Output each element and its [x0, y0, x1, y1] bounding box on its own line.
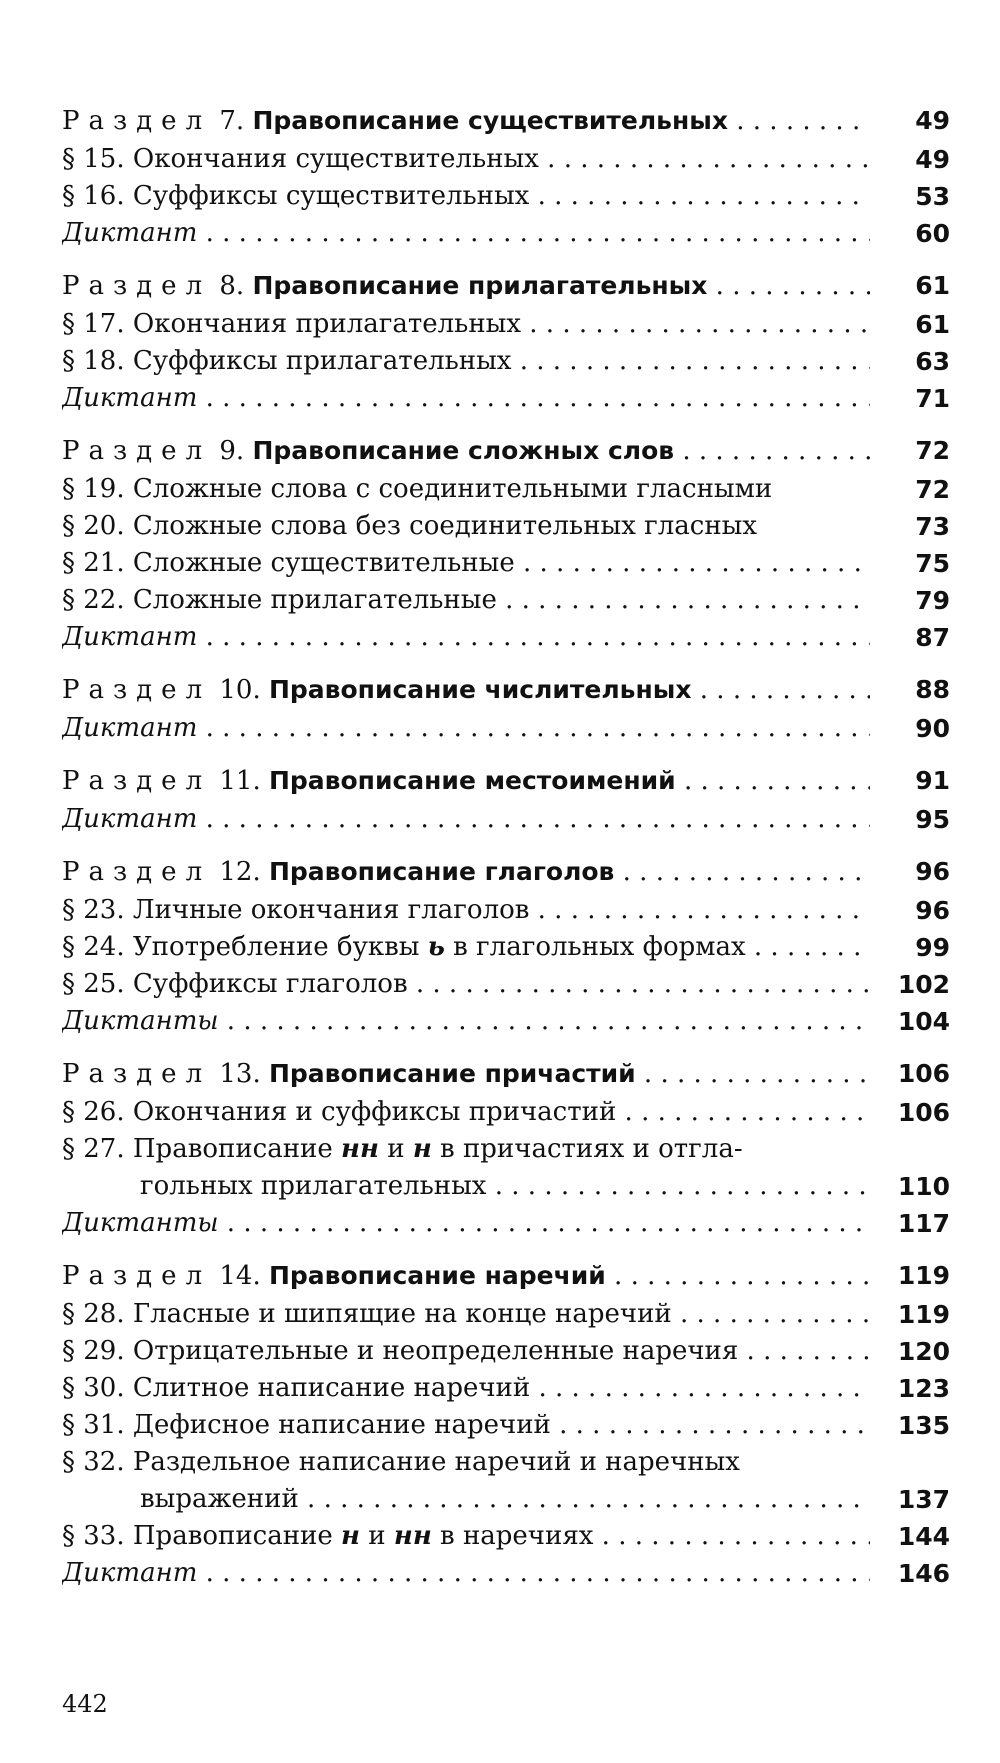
toc-entry	[62, 1333, 950, 1370]
toc-entry	[62, 892, 950, 929]
toc-entry	[62, 178, 950, 215]
entry-title: § 25. Суффиксы глаголов	[62, 969, 408, 999]
dictation-label: Диктант	[62, 804, 198, 834]
entry-text	[62, 801, 870, 838]
toc-entry	[62, 1094, 950, 1131]
entry-text	[62, 430, 870, 472]
section-number: 11.	[211, 766, 269, 796]
entry-text-part: в наречиях	[431, 1521, 594, 1551]
page-ref: 63	[915, 347, 950, 376]
dictation-entry	[62, 710, 950, 747]
section-number: 12.	[211, 857, 269, 887]
page-ref: 53	[915, 182, 950, 211]
section-word: Раздел	[62, 857, 212, 887]
entry-title: § 19. Сложные слова с соединительными гласными	[62, 474, 773, 504]
dictation-label: Диктанты	[62, 1208, 219, 1238]
section-title: Правописание местоимений	[268, 766, 676, 795]
section-word: Раздел	[62, 106, 212, 136]
toc-entry	[62, 1407, 950, 1444]
dictation-label: Диктанты	[62, 1006, 219, 1036]
page-ref: 75	[915, 549, 950, 578]
entry-text	[62, 929, 870, 966]
page-ref: 96	[915, 896, 950, 925]
entry-text	[62, 966, 870, 1003]
entry-title: § 28. Гласные и шипящие на конце наречий	[62, 1299, 672, 1329]
toc-entry	[62, 1131, 950, 1168]
section-number: 14.	[211, 1261, 269, 1291]
page-ref: 119	[897, 1300, 950, 1329]
entry-text	[62, 178, 870, 215]
section-title: Правописание прилагательных	[252, 271, 708, 300]
emphasized-letters: нн	[393, 1521, 432, 1551]
entry-text	[62, 1168, 870, 1205]
toc-entry	[62, 929, 950, 966]
page-ref: 99	[915, 933, 950, 962]
toc-section	[62, 100, 950, 252]
section-heading	[62, 1053, 950, 1094]
page-ref: 72	[915, 475, 950, 504]
entry-title: § 15. Окончания существительных	[62, 144, 539, 174]
page-ref: 73	[915, 512, 950, 541]
page-ref: 144	[897, 1522, 950, 1551]
section-title: Правописание сложных слов	[252, 436, 675, 465]
section-title: Правописание наречий	[268, 1261, 606, 1290]
entry-title: § 22. Сложные прилагательные	[62, 585, 497, 615]
entry-text	[62, 710, 870, 747]
toc-entry	[62, 545, 950, 582]
entry-text	[62, 265, 870, 307]
entry-text	[62, 1205, 870, 1242]
entry-text	[62, 1407, 870, 1444]
toc-entry	[62, 1370, 950, 1407]
entry-title: § 29. Отрицательные и неопределенные наречия	[62, 1336, 739, 1366]
page-ref: 106	[897, 1059, 950, 1088]
entry-text	[62, 343, 870, 380]
toc-section	[62, 851, 950, 1040]
page-ref: 117	[897, 1209, 950, 1238]
toc-entry	[62, 1518, 950, 1555]
page-ref: 72	[915, 436, 950, 465]
page-ref: 95	[915, 805, 950, 834]
entry-title: § 26. Окончания и суффиксы причастий	[62, 1097, 617, 1127]
entry-text-part: в причастиях и отгла-	[431, 1134, 743, 1164]
entry-title: § 20. Сложные слова без соединительных гласных	[62, 511, 758, 541]
section-heading	[62, 760, 950, 801]
section-word: Раздел	[62, 766, 212, 796]
entry-text	[62, 380, 870, 417]
toc-section	[62, 430, 950, 656]
page-ref: 135	[897, 1411, 950, 1440]
page-ref: 79	[915, 586, 950, 615]
page-ref: 119	[897, 1261, 950, 1290]
entry-title: § 17. Окончания прилагательных	[62, 309, 522, 339]
section-word: Раздел	[62, 675, 212, 705]
toc-entry	[62, 1168, 950, 1205]
entry-text	[62, 1481, 870, 1518]
entry-text	[62, 619, 870, 656]
dictation-entry	[62, 215, 950, 252]
page-ref: 106	[897, 1098, 950, 1127]
section-title: Правописание причастий	[268, 1059, 636, 1088]
dictation-entry	[62, 801, 950, 838]
section-number: 7.	[211, 106, 253, 136]
page-ref: 88	[915, 675, 950, 704]
entry-text	[62, 1003, 870, 1040]
page-ref: 91	[915, 766, 950, 795]
entry-text	[62, 669, 870, 711]
entry-text	[62, 1333, 870, 1370]
entry-text	[62, 306, 870, 343]
entry-text	[62, 892, 870, 929]
section-word: Раздел	[62, 436, 212, 466]
toc-section	[62, 669, 950, 747]
section-title: Правописание существительных	[252, 106, 728, 135]
entry-text	[62, 1370, 870, 1407]
dictation-label: Диктант	[62, 383, 198, 413]
page-ref: 120	[897, 1337, 950, 1366]
page-ref: 137	[897, 1485, 950, 1514]
page-ref: 49	[915, 145, 950, 174]
dictation-label: Диктант	[62, 713, 198, 743]
entry-text-part: и	[378, 1134, 413, 1164]
page-ref: 104	[897, 1007, 950, 1036]
page-ref: 87	[915, 623, 950, 652]
section-word: Раздел	[62, 1059, 212, 1089]
entry-text	[62, 471, 870, 508]
entry-title: § 23. Личные окончания глаголов	[62, 895, 530, 925]
section-heading	[62, 669, 950, 710]
section-heading	[62, 430, 950, 471]
page-ref: 90	[915, 714, 950, 743]
toc-entry	[62, 508, 950, 545]
entry-continuation: гольных прилагательных	[140, 1171, 487, 1201]
page-ref: 96	[915, 857, 950, 886]
toc-entry	[62, 1481, 950, 1518]
entry-text	[62, 1555, 870, 1592]
entry-text	[62, 760, 870, 802]
emphasized-letters: ь	[427, 932, 445, 962]
entry-text	[62, 508, 870, 545]
dictation-entry	[62, 1205, 950, 1242]
emphasized-letters: н	[412, 1134, 432, 1164]
entry-title: § 21. Сложные существительные	[62, 548, 515, 578]
page-ref: 61	[915, 271, 950, 300]
dictation-entry	[62, 619, 950, 656]
toc-entry	[62, 141, 950, 178]
section-title: Правописание глаголов	[268, 857, 615, 886]
entry-text	[62, 1518, 870, 1555]
toc-entry	[62, 582, 950, 619]
section-number: 8.	[211, 271, 253, 301]
table-of-contents	[62, 100, 950, 1605]
page-ref: 49	[915, 106, 950, 135]
section-heading	[62, 851, 950, 892]
entry-title: § 30. Слитное написание наречий	[62, 1373, 531, 1403]
section-number: 9.	[211, 436, 253, 466]
entry-title: § 16. Суффиксы существительных	[62, 181, 530, 211]
entry-text-part: § 33. Правописание	[62, 1521, 342, 1551]
entry-text-part: и	[360, 1521, 394, 1551]
toc-section	[62, 760, 950, 838]
entry-text	[62, 582, 870, 619]
page-ref: 102	[897, 970, 950, 999]
entry-text	[62, 1296, 870, 1333]
section-heading	[62, 100, 950, 141]
toc-section	[62, 265, 950, 417]
entry-text	[62, 1255, 870, 1297]
entry-title: § 18. Суффиксы прилагательных	[62, 346, 512, 376]
page-number: 442	[62, 1690, 108, 1718]
entry-text-part: § 24. Употребление буквы	[62, 932, 428, 962]
entry-text	[62, 141, 870, 178]
entry-text	[62, 545, 870, 582]
toc-section	[62, 1053, 950, 1242]
section-word: Раздел	[62, 271, 212, 301]
entry-text	[62, 1053, 870, 1095]
entry-text	[62, 851, 870, 893]
page-ref: 61	[915, 310, 950, 339]
section-word: Раздел	[62, 1261, 212, 1291]
dictation-label: Диктант	[62, 1558, 198, 1588]
entry-text-part: § 27. Правописание	[62, 1134, 342, 1164]
section-title: Правописание числительных	[268, 675, 692, 704]
dictation-entry	[62, 1003, 950, 1040]
dictation-entry	[62, 380, 950, 417]
emphasized-letters: нн	[341, 1134, 379, 1164]
toc-entry	[62, 343, 950, 380]
entry-continuation: выражений	[140, 1484, 299, 1514]
toc-section	[62, 1255, 950, 1592]
toc-entry	[62, 1296, 950, 1333]
section-heading	[62, 1255, 950, 1296]
dictation-entry	[62, 1555, 950, 1592]
entry-text	[62, 1444, 870, 1481]
dictation-label: Диктант	[62, 218, 198, 248]
entry-text	[62, 215, 870, 252]
section-heading	[62, 265, 950, 306]
entry-text	[62, 100, 870, 142]
page-ref: 110	[897, 1172, 950, 1201]
page-ref: 71	[915, 384, 950, 413]
entry-title: § 32. Раздельное написание наречий и наречных	[62, 1447, 740, 1477]
section-number: 13.	[211, 1059, 269, 1089]
section-number: 10.	[211, 675, 269, 705]
entry-title: § 31. Дефисное написание наречий	[62, 1410, 551, 1440]
toc-entry	[62, 471, 950, 508]
page-ref: 60	[915, 219, 950, 248]
entry-text	[62, 1131, 870, 1168]
entry-text	[62, 1094, 870, 1131]
page-ref: 146	[897, 1559, 950, 1588]
emphasized-letters: н	[341, 1521, 360, 1551]
entry-text-part: в глагольных формах	[444, 932, 746, 962]
page-ref: 123	[897, 1374, 950, 1403]
toc-entry	[62, 1444, 950, 1481]
toc-entry	[62, 966, 950, 1003]
toc-entry	[62, 306, 950, 343]
dictation-label: Диктант	[62, 622, 198, 652]
